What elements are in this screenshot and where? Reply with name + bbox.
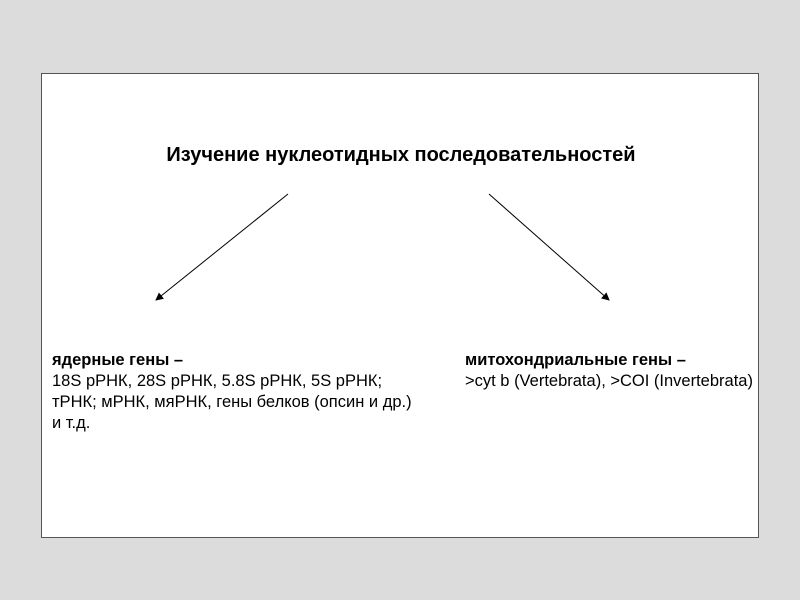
slide [41,73,759,538]
nuclear-genes-block [52,350,412,434]
mitochondrial-genes-block [465,350,755,392]
mitochondrial-genes-text: >cyt b (Vertebrata), >COI (Invertebrata) [465,372,753,390]
mitochondrial-genes-heading: митохондриальные гены – [465,351,686,369]
arrow-left [156,194,288,300]
nuclear-genes-heading: ядерные гены – [52,351,184,369]
arrows [42,74,760,539]
arrow-right [489,194,609,300]
slide-title: Изучение нуклеотидных последовательностей [166,144,636,166]
nuclear-genes-text: 18S рРНК, 28S рРНК, 5.8S рРНК, 5S рРНК; тРНК; мРНК, мяРНК, гены белков (опсин и др.) и т.д. [52,372,412,432]
